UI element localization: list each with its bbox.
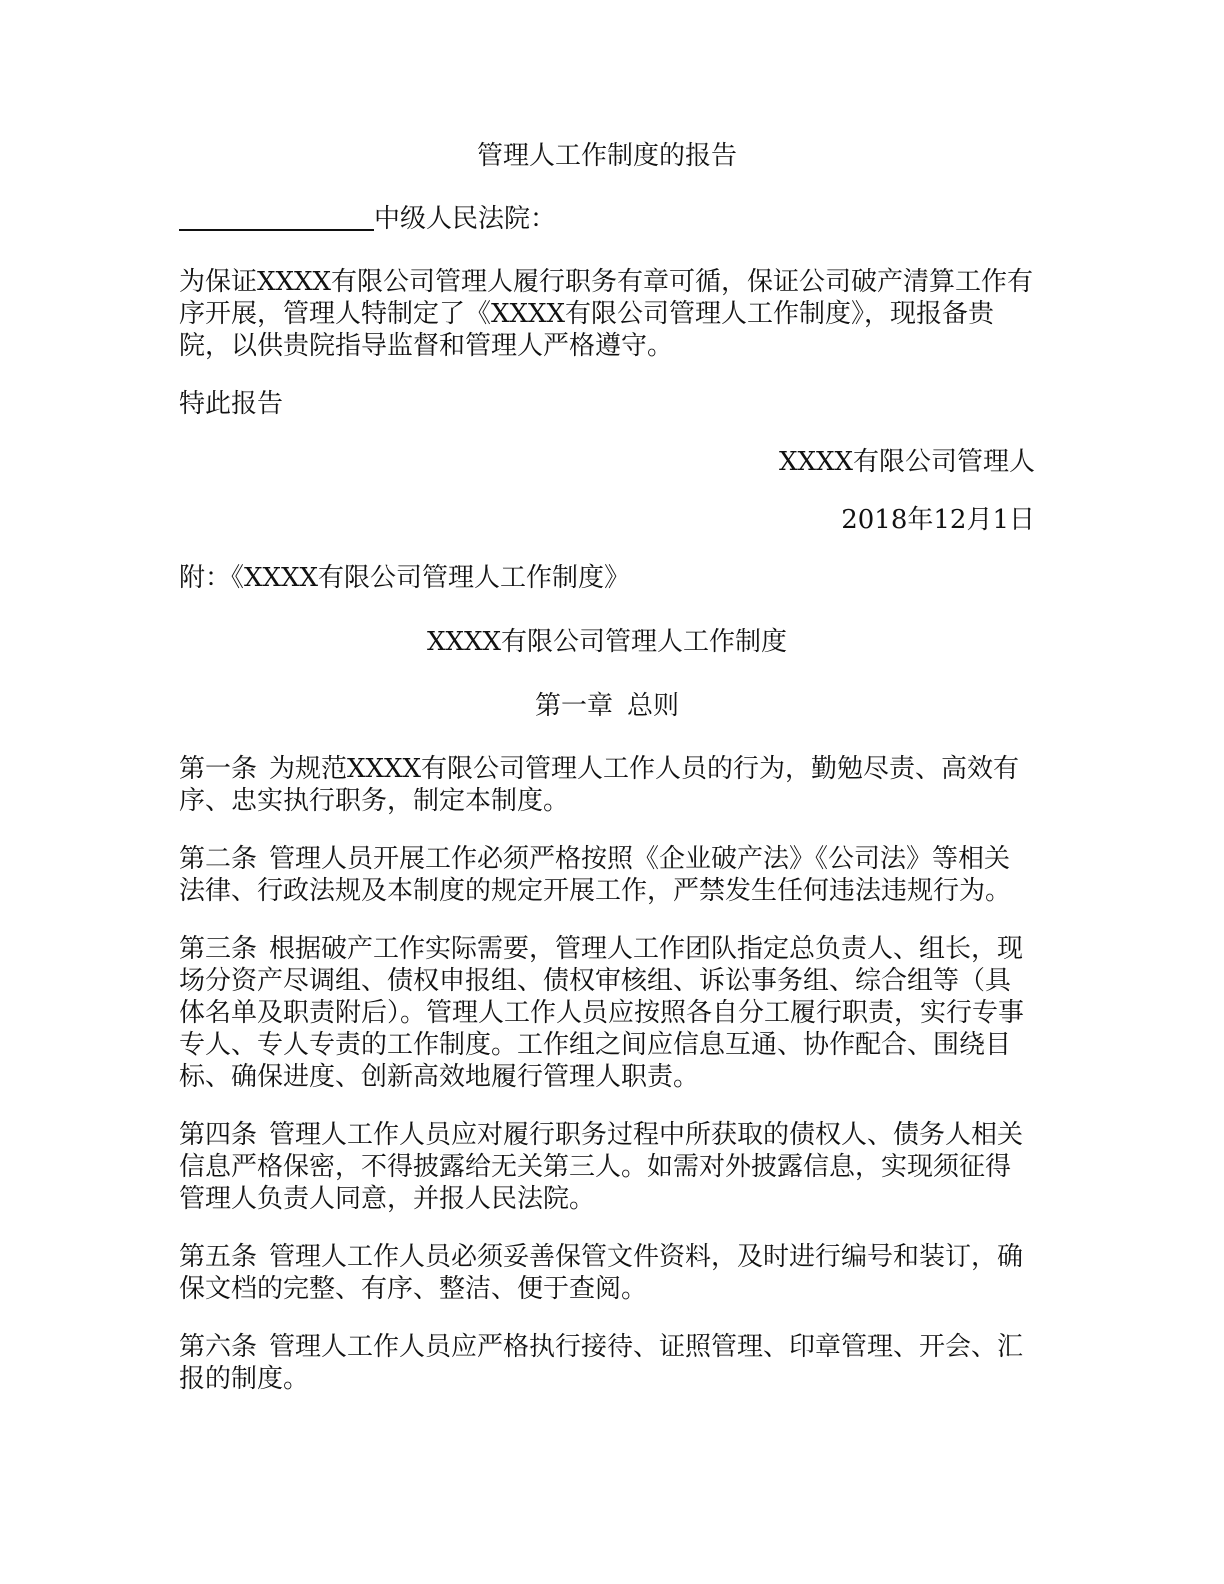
- article-number: 第四条: [179, 1120, 258, 1150]
- article-text: 管理人员开展工作必须严格按照《企业破产法》《公司法》等相关法律、行政法规及本制度的规定开展工作，严禁发生任何违法违规行为。: [179, 844, 1012, 906]
- article-number: 第五条: [179, 1242, 258, 1272]
- article-number: 第六条: [179, 1332, 258, 1362]
- rules-title: XXXX有限公司管理人工作制度: [426, 627, 788, 657]
- article-number: 第一条: [179, 754, 258, 784]
- chapter-name: 总则: [627, 691, 680, 721]
- report-closing: 特此报告: [179, 389, 284, 419]
- article-text: 管理人工作人员必须妥善保管文件资料，及时进行编号和装订，确保文档的完整、有序、整洁、便于查阅。: [179, 1242, 1024, 1304]
- article-1: [179, 753, 1035, 817]
- article-number: 第三条: [179, 934, 258, 964]
- report-date: 2018年12月1日: [841, 505, 1035, 535]
- article-text: 为规范XXXX有限公司管理人工作人员的行为，勤勉尽责、高效有序、忠实执行职务，制定本制度。: [179, 754, 1020, 816]
- report-title: 管理人工作制度的报告: [476, 141, 737, 171]
- article-4: [179, 1119, 1035, 1215]
- article-6: [179, 1331, 1035, 1395]
- addressee-suffix: 中级人民法院：: [374, 204, 557, 234]
- article-2: [179, 843, 1035, 907]
- article-number: 第二条: [179, 844, 258, 874]
- article-5: [179, 1241, 1035, 1305]
- article-text: 管理人工作人员应对履行职务过程中所获取的债权人、债务人相关信息严格保密，不得披露给无关第三人。如需对外披露信息，实现须征得管理人负责人同意，并报人民法院。: [179, 1120, 1024, 1214]
- report-signature: XXXX有限公司管理人: [778, 447, 1035, 477]
- article-text: 管理人工作人员应严格执行接待、证照管理、印章管理、开会、汇报的制度。: [179, 1332, 1024, 1394]
- chapter-heading: [179, 690, 1035, 722]
- chapter-number: 第一章: [534, 691, 613, 721]
- document-content: [179, 140, 1035, 1421]
- court-name-blank: [179, 203, 374, 231]
- addressee-line: [179, 203, 1035, 235]
- attachment-line: 附：《XXXX有限公司管理人工作制度》: [179, 563, 631, 593]
- report-body: 为保证XXXX有限公司管理人履行职务有章可循，保证公司破产清算工作有序开展，管理人特制定了《XXXX有限公司管理人工作制度》，现报备贵院，以供贵院指导监督和管理人严格遵守。: [179, 267, 1034, 361]
- article-3: [179, 933, 1035, 1093]
- article-text: 根据破产工作实际需要，管理人工作团队指定总负责人、组长，现场分资产尽调组、债权申报组、债权审核组、诉讼事务组、综合组等（具体名单及职责附后）。管理人工作人员应按照各自分工履行职责，实行专事专人、专人专责的工作制度。工作组之间应信息互通、协作配合、围绕目标、确保进度、创新高效地履行管理人职责。: [179, 934, 1025, 1092]
